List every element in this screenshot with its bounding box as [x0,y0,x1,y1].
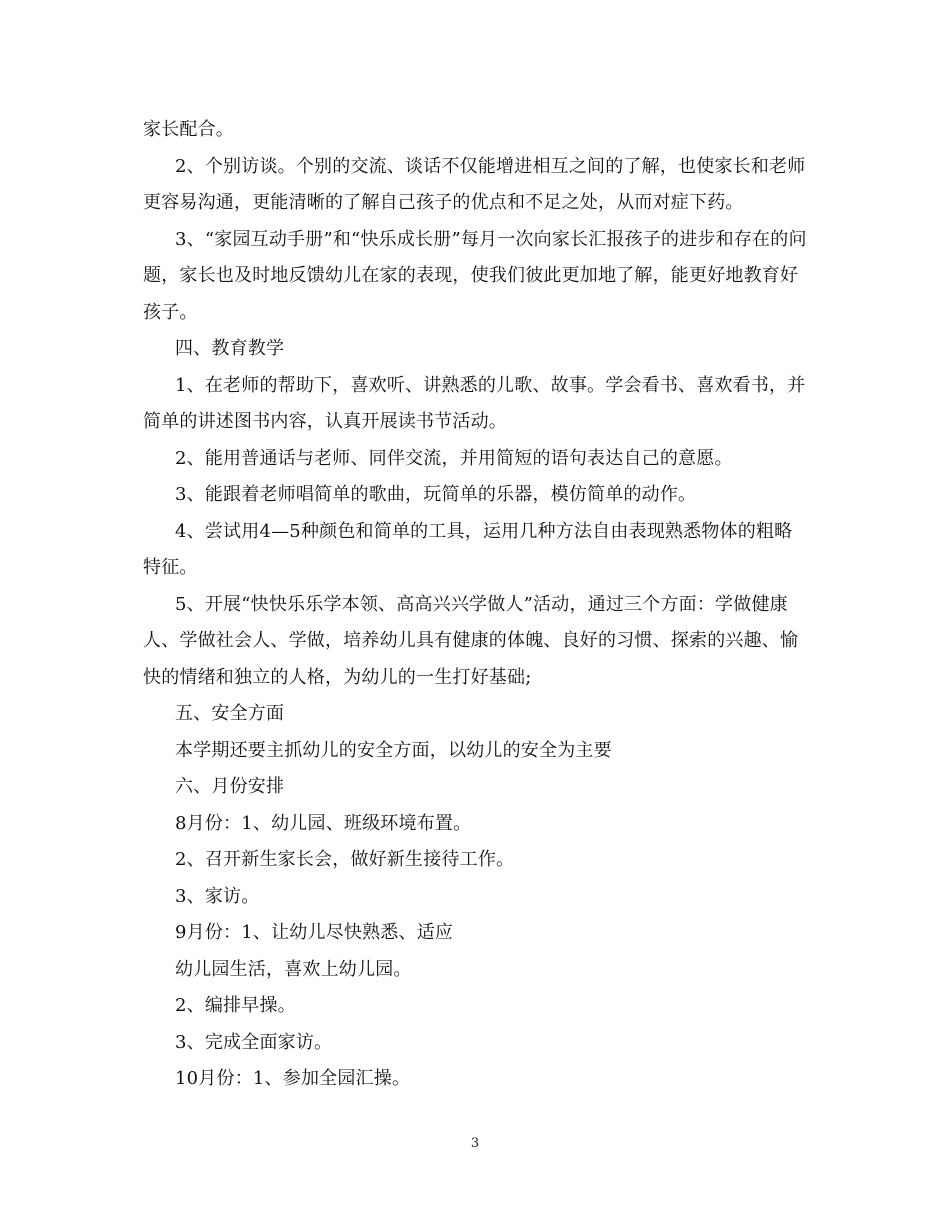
paragraph-education-item-4: 4、尝试用4—5种颜色和简单的工具，运用几种方法自由表现熟悉物体的粗略特征。 [143,520,793,578]
paragraph-october-item-1: 10月份：1、参加全园汇操。 [175,1068,411,1089]
paragraph-parent-cooperation: 家长配合。 [143,119,234,140]
paragraph-august-item-1: 8月份：1、幼儿园、班级环境布置。 [175,812,472,834]
paragraph-september-item-3: 3、完成全面家访。 [175,1031,333,1053]
paragraph-education-item-1: 1、在老师的帮助下，喜欢听、讲熟悉的儿歌、故事。学会看书、喜欢看书，并简单的讲述图书内容，认真开展读书节活动。 [143,374,806,432]
section-heading-education: 四、教育教学 [175,338,285,359]
paragraph-education-item-5: 5、开展“快快乐乐学本领、高高兴兴学做人”活动，通过三个方面：学做健康人、学做社会人、学做，培养幼儿具有健康的体魄、良好的习惯、探索的兴趣、愉快的情绪和独立的人格，为幼儿的一生打好基础; [143,593,799,688]
paragraph-home-school-handbook: 3、“家园互动手册”和“快乐成长册”每月一次向家长汇报孩子的进步和存在的问题，家长也及时地反馈幼儿在家的表现，使我们彼此更加地了解，能更好地教育好孩子。 [143,228,807,323]
paragraph-september-item-2: 2、编排早操。 [175,995,296,1016]
paragraph-september-item-1-cont: 幼儿园生活，喜欢上幼儿园。 [175,958,412,980]
paragraph-august-item-2: 2、召开新生家长会，做好新生接待工作。 [175,849,515,870]
paragraph-august-item-3: 3、家访。 [175,885,260,907]
paragraph-safety: 本学期还要主抓幼儿的安全方面，以幼儿的安全为主要 [175,739,612,761]
section-heading-safety: 五、安全方面 [175,703,285,724]
section-heading-monthly-plan: 六、月份安排 [175,776,285,797]
page-number: 3 [470,1136,480,1151]
document-body [143,112,808,1098]
paragraph-education-item-2: 2、能用普通话与老师、同伴交流，并用简短的语句表达自己的意愿。 [175,447,733,469]
paragraph-individual-visits: 2、个别访谈。个别的交流、谈话不仅能增进相互之间的了解，也使家长和老师更容易沟通，更能清晰的了解自己孩子的优点和不足之处，从而对症下药。 [143,155,806,213]
paragraph-education-item-3: 3、能跟着老师唱简单的歌曲，玩简单的乐器，模仿简单的动作。 [175,484,697,505]
paragraph-september-item-1: 9月份：1、让幼儿尽快熟悉、适应 [175,922,454,943]
